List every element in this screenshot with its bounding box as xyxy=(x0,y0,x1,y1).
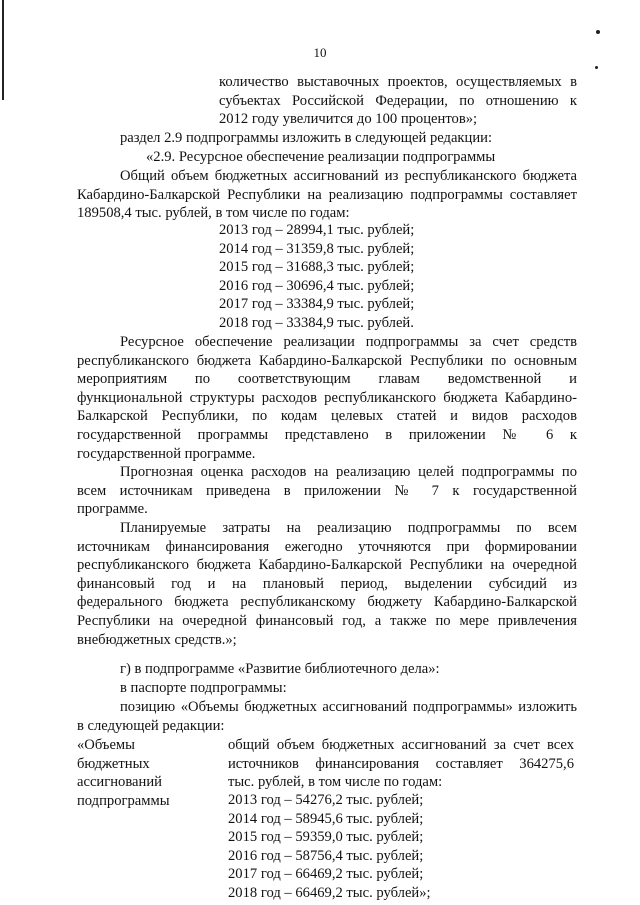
text-line: в следующей редакции: xyxy=(77,717,225,734)
text-line: источников финансирования составляет 364275,6 xyxy=(228,755,574,772)
scan-dot xyxy=(595,66,598,69)
text-line: внебюджетных средств.»; xyxy=(77,631,237,648)
text-line: 189508,4 тыс. рублей, в том числе по годам: xyxy=(77,205,350,222)
text-line: в паспорте подпрограммы: xyxy=(120,680,287,696)
year-row: 2013 год – 28994,1 тыс. рублей; xyxy=(219,222,415,238)
text-line: Общий объем бюджетных ассигнований из республиканского бюджета xyxy=(120,168,577,184)
text-line: всем источникам приведена в приложении № 7 к государственной xyxy=(77,482,577,499)
text-line: Ресурсное обеспечение реализации подпрограммы за счет средств xyxy=(120,334,577,350)
text-line: республиканского бюджета Кабардино-Балкарской Республики по основным xyxy=(77,352,577,369)
text-line: бюджетных xyxy=(77,755,150,772)
resource-paragraph xyxy=(77,333,577,463)
years-list xyxy=(219,221,414,333)
total-paragraph xyxy=(77,167,577,223)
year-row: 2014 год – 31359,8 тыс. рублей; xyxy=(219,240,415,257)
text-line: республиканского бюджета Кабардино-Балкарской Республики на очередной xyxy=(77,557,577,574)
text-line: источникам финансирования ежегодно уточняются при формировании xyxy=(77,538,577,555)
text-line: раздел 2.9 подпрограммы изложить в следующей редакции: xyxy=(120,130,493,146)
passport-heading xyxy=(77,736,170,810)
scan-dot xyxy=(596,30,600,34)
year-row: 2018 год – 66469,2 тыс. рублей»; xyxy=(228,884,431,901)
year-row: 2015 год – 59359,0 тыс. рублей; xyxy=(228,829,424,846)
year-row: 2016 год – 30696,4 тыс. рублей; xyxy=(219,277,415,294)
subsection-g xyxy=(77,660,577,679)
text-line: Республики на очередной финансовый год, а также по мере привлечения xyxy=(77,612,577,629)
text-line: функциональной структуры расходов республиканского бюджета Кабардино- xyxy=(77,389,577,406)
text-line: подпрограммы xyxy=(77,792,170,809)
page-number: 10 xyxy=(313,45,327,60)
year-row: 2017 год – 33384,9 тыс. рублей; xyxy=(219,296,415,313)
text-line: общий объем бюджетных ассигнований за счет всех xyxy=(228,737,574,753)
intro-continuation xyxy=(219,73,577,129)
text-line: «2.9. Ресурсное обеспечение реализации подпрограммы xyxy=(146,149,496,165)
text-line: Балкарской Республики, по кодам целевых статей и видов расходов xyxy=(77,408,577,425)
text-line: количество выставочных проектов, осуществляемых в xyxy=(219,74,577,90)
text-line: позицию «Объемы бюджетных ассигнований подпрограммы» изложить xyxy=(120,699,577,715)
year-row: 2016 год – 58756,4 тыс. рублей; xyxy=(228,847,424,864)
text-line: государственной программе. xyxy=(77,445,256,462)
text-line: г) в подпрограмме «Развитие библиотечного дела»: xyxy=(120,661,440,677)
year-row: 2014 год – 58945,6 тыс. рублей; xyxy=(228,810,424,827)
position-paragraph xyxy=(77,698,577,735)
passport-description xyxy=(228,736,574,792)
text-line: субъектах Российской Федерации, по отношению к xyxy=(219,92,577,109)
section-title xyxy=(146,148,640,167)
text-line: финансовый год и на плановый период, выделении субсидий из xyxy=(77,575,577,592)
year-row: 2018 год – 33384,9 тыс. рублей. xyxy=(219,314,414,331)
year-row: 2015 год – 31688,3 тыс. рублей; xyxy=(219,259,415,276)
text-line: Планируемые затраты на реализацию подпрограммы по всем xyxy=(120,520,577,536)
planned-paragraph xyxy=(77,519,577,649)
text-line: 2012 году увеличится до 100 процентов»; xyxy=(219,111,478,128)
text-line: государственной программы представлено в приложении № 6 к xyxy=(77,426,577,443)
section-intro xyxy=(77,129,577,148)
text-line: «Объемы xyxy=(77,737,135,753)
text-line: мероприятиям по соответствующим главам ведомственной и xyxy=(77,371,577,388)
passport-years-list xyxy=(228,791,431,903)
forecast-paragraph xyxy=(77,463,577,519)
year-row: 2017 год – 66469,2 тыс. рублей; xyxy=(228,866,424,883)
text-line: Прогнозная оценка расходов на реализацию целей подпрограммы по xyxy=(120,464,577,480)
passport-intro xyxy=(77,679,577,698)
text-line: тыс. рублей, в том числе по годам: xyxy=(228,774,443,791)
text-line: ассигнований xyxy=(77,774,162,791)
text-line: федерального бюджета республиканскому бюджету Кабардино-Балкарской xyxy=(77,594,577,611)
text-line: программе. xyxy=(77,501,148,518)
text-line: Кабардино-Балкарской Республики на реализацию подпрограммы составляет xyxy=(77,186,577,203)
year-row: 2013 год – 54276,2 тыс. рублей; xyxy=(228,792,424,808)
